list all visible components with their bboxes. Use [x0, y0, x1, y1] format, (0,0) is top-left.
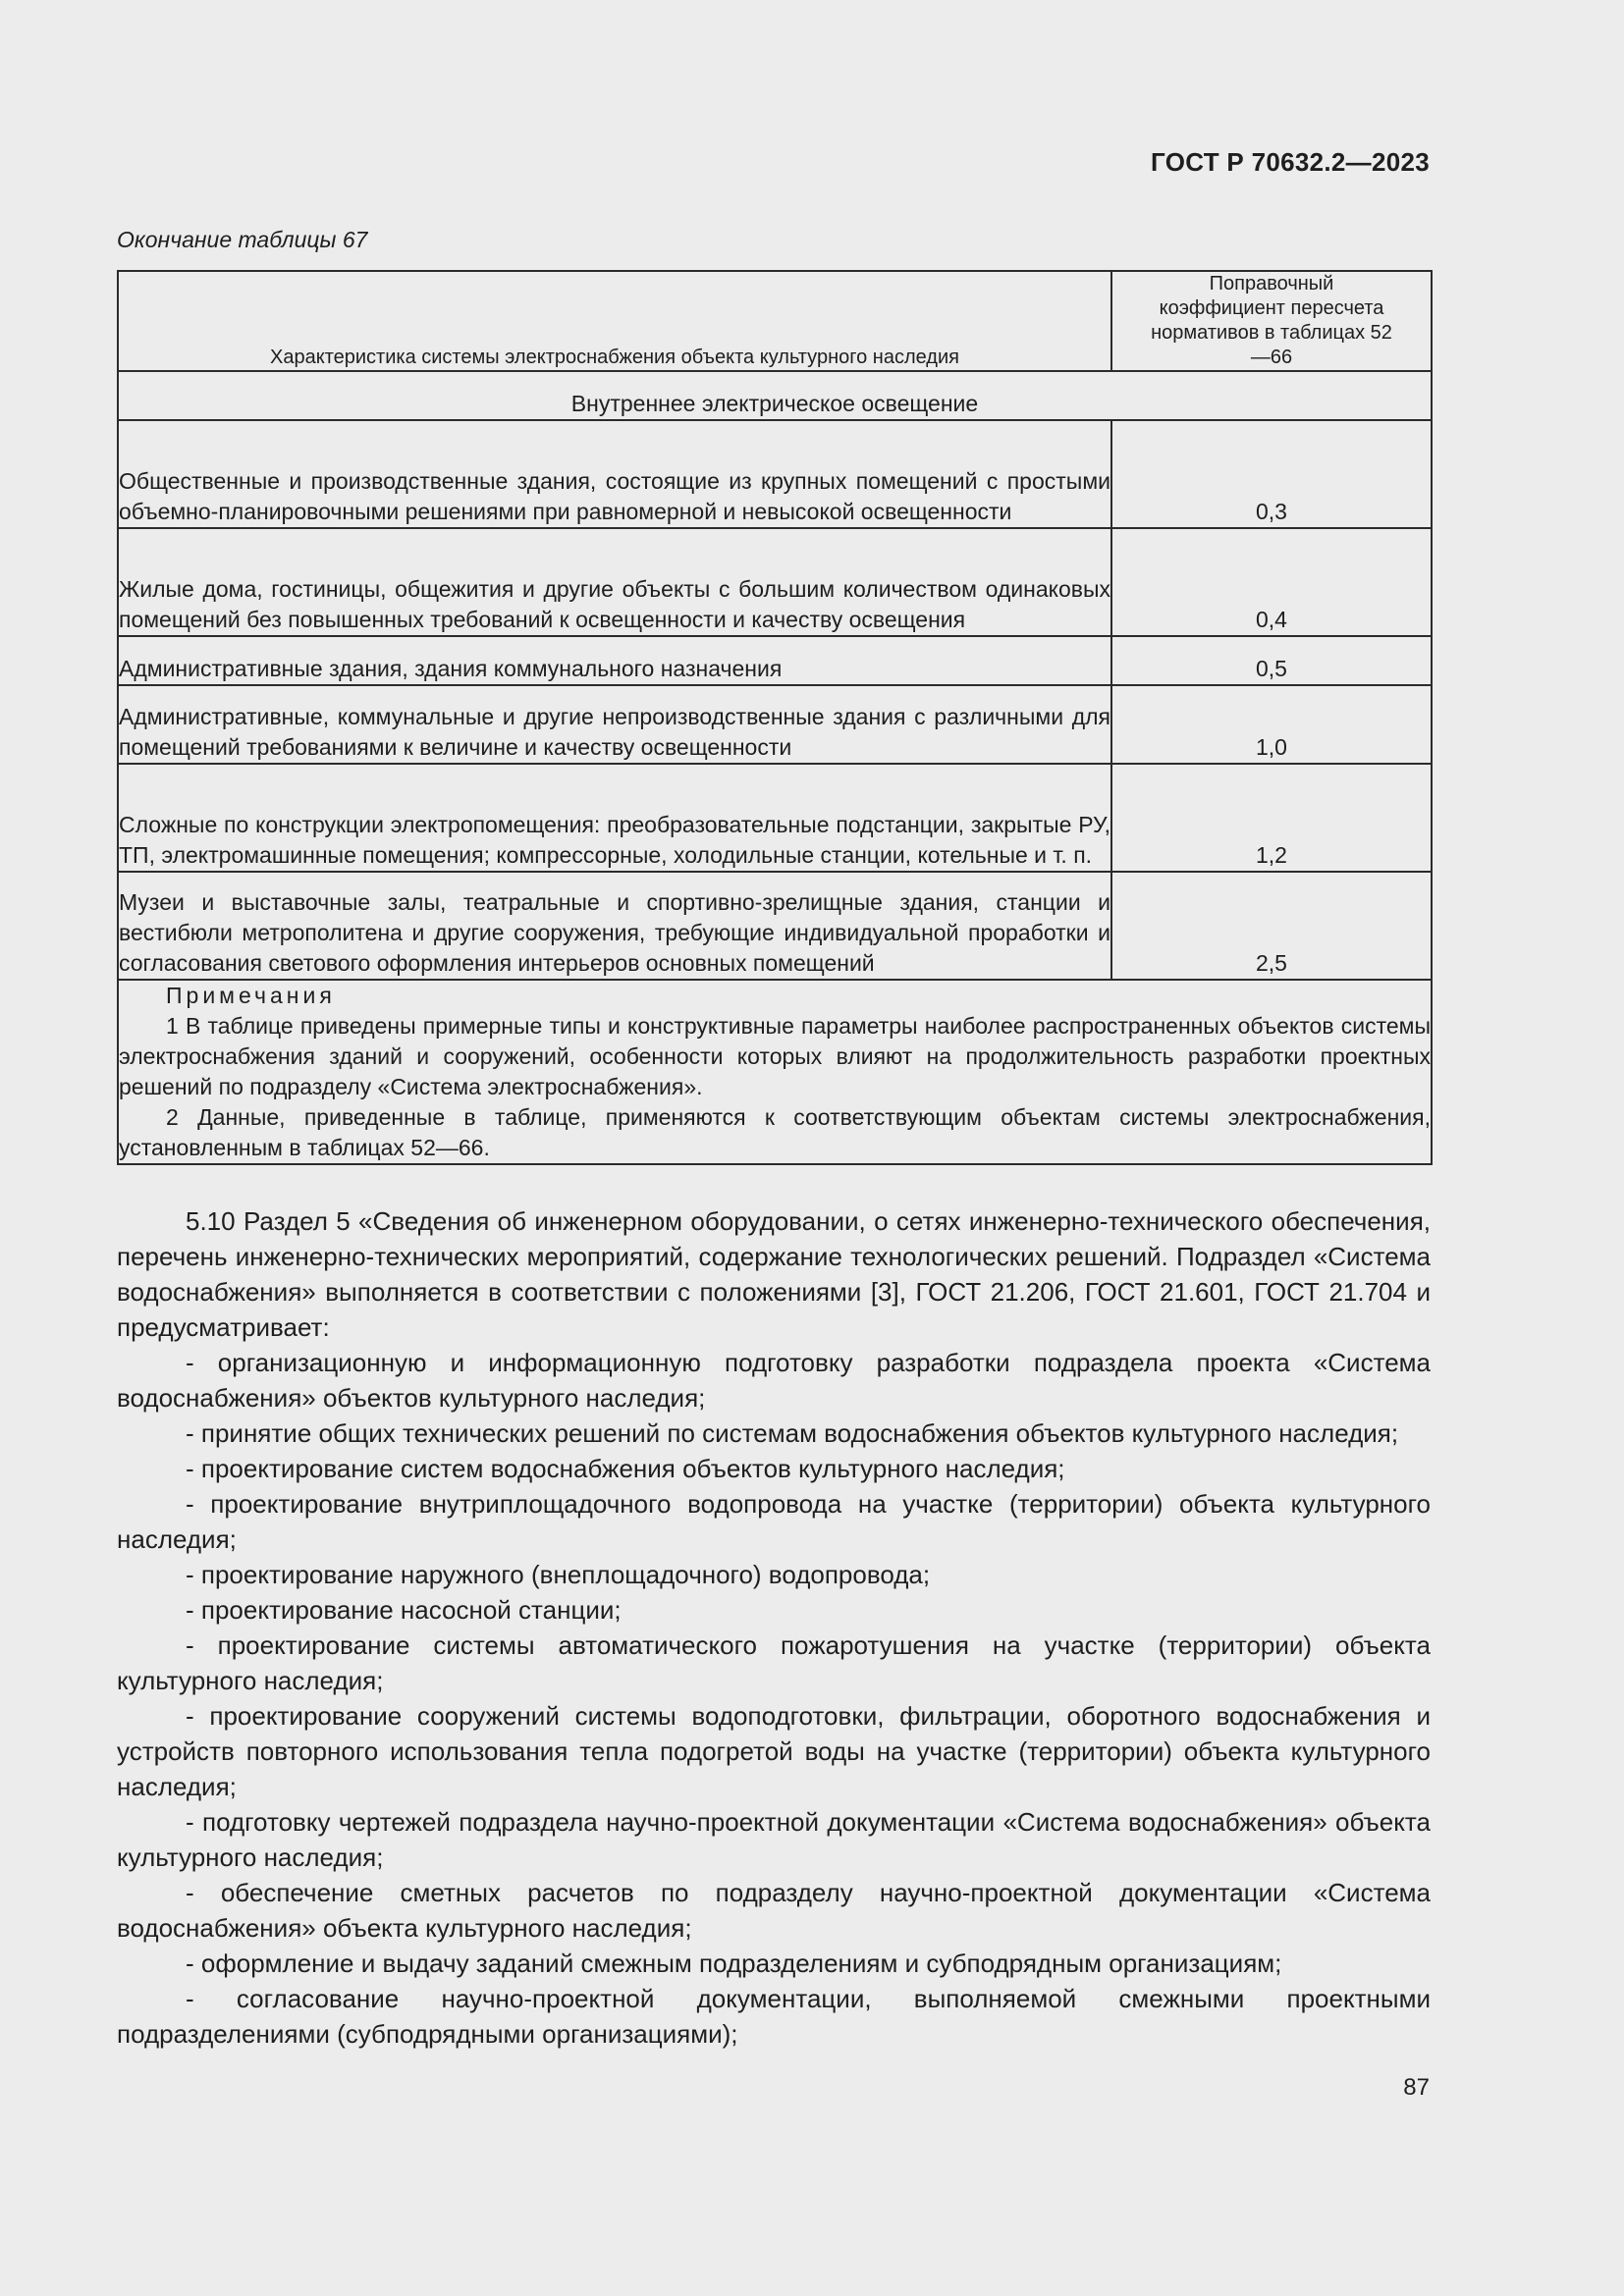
table-notes-row — [118, 980, 1432, 1164]
row-description: Сложные по конструкции электропомещения: преобразовательные подстанции, закрытые РУ, ТП, электромашинные помещения; компрессорные, холодильные станции, котельные и т. п. — [118, 764, 1111, 872]
document-code: ГОСТ Р 70632.2—2023 — [1151, 147, 1430, 177]
list-item: - проектирование систем водоснабжения объектов культурного наследия; — [186, 1454, 1065, 1483]
column-header-characteristic: Характеристика системы электроснабжения объекта культурного наследия — [118, 271, 1111, 371]
list-item: - проектирование сооружений системы водоподготовки, фильтрации, оборотного водоснабжения и устройств повторного использования тепла подогретой воды на участке (территории) объекта культурного наследия; — [117, 1701, 1431, 1801]
row-description: Административные, коммунальные и другие непроизводственные здания с различными для помещений требованиями к величине и качеству освещенности — [118, 685, 1111, 764]
row-coefficient: 2,5 — [1111, 872, 1432, 980]
list-item: - проектирование насосной станции; — [186, 1595, 622, 1625]
row-description: Музеи и выставочные залы, театральные и спортивно-зрелищные здания, станции и вестибюли метрополитена и другие сооружения, требующие индивидуальной проработки и согласования светового оформления интерьеров основных помещений — [118, 872, 1111, 980]
table-caption: Окончание таблицы 67 — [117, 227, 368, 252]
page-number: 87 — [1403, 2074, 1430, 2101]
table-header-row — [118, 271, 1432, 371]
section-title: Внутреннее электрическое освещение — [118, 371, 1432, 420]
notes-title: Примечания — [166, 983, 336, 1008]
table-row — [118, 528, 1432, 636]
list-item: - организационную и информационную подготовку разработки подраздела проекта «Система водоснабжения» объектов культурного наследия; — [117, 1348, 1431, 1413]
table-row — [118, 420, 1432, 528]
section-intro-paragraph: 5.10 Раздел 5 «Сведения об инженерном оборудовании, о сетях инженерно-технического обеспечения, перечень инженерно-технических мероприятий, содержание технологических решений. Подраздел «Система водоснабжения» выполняется в соответствии с положениями [3], ГОСТ 21.206, ГОСТ 21.601, ГОСТ 21.704 и предусматривает: — [117, 1206, 1431, 1342]
row-coefficient: 1,0 — [1111, 685, 1432, 764]
list-item: - проектирование наружного (внеплощадочного) водопровода; — [186, 1560, 931, 1589]
list-item: - согласование научно-проектной документации, выполняемой смежными проектными подразделениями (субподрядными организациями); — [117, 1984, 1431, 2049]
row-description: Административные здания, здания коммунального назначения — [118, 636, 1111, 685]
table-row — [118, 685, 1432, 764]
row-coefficient: 0,3 — [1111, 420, 1432, 528]
table-section-row — [118, 371, 1432, 420]
table-row — [118, 636, 1432, 685]
table-notes — [118, 980, 1432, 1164]
list-item: - проектирование внутриплощадочного водопровода на участке (территории) объекта культурного наследия; — [117, 1489, 1431, 1554]
row-description: Жилые дома, гостиницы, общежития и другие объекты с большим количеством одинаковых помещений без повышенных требований к освещенности и качеству освещения — [118, 528, 1111, 636]
coefficient-table — [117, 270, 1433, 1165]
row-coefficient: 0,4 — [1111, 528, 1432, 636]
list-item: - подготовку чертежей подраздела научно-проектной документации «Система водоснабжения» объекта культурного наследия; — [117, 1807, 1431, 1872]
list-item: - проектирование системы автоматического пожаротушения на участке (территории) объекта культурного наследия; — [117, 1630, 1431, 1695]
note-item: 1 В таблице приведены примерные типы и конструктивные параметры наиболее распространенных объектов системы электроснабжения зданий и сооружений, особенности которых влияют на продолжительность разработки проектных решений по подразделу «Система электроснабжения». — [119, 1013, 1431, 1099]
body-section — [117, 1203, 1431, 2052]
table-row — [118, 764, 1432, 872]
list-item: - оформление и выдачу заданий смежным подразделениям и субподрядным организациям; — [186, 1949, 1282, 1978]
list-item: - обеспечение сметных расчетов по подразделу научно-проектной документации «Система водоснабжения» объекта культурного наследия; — [117, 1878, 1431, 1943]
row-description: Общественные и производственные здания, состоящие из крупных помещений с простыми объемно-планировочными решениями при равномерной и невысокой освещенности — [118, 420, 1111, 528]
table-row — [118, 872, 1432, 980]
column-header-coefficient-text: Поправочный коэффициент пересчета нормативов в таблицах 52—66 — [1151, 273, 1392, 368]
note-item: 2 Данные, приведенные в таблице, применяются к соответствующим объектам системы электроснабжения, установленным в таблицах 52—66. — [119, 1104, 1431, 1160]
list-item: - принятие общих технических решений по системам водоснабжения объектов культурного наследия; — [186, 1418, 1399, 1448]
row-coefficient: 0,5 — [1111, 636, 1432, 685]
row-coefficient: 1,2 — [1111, 764, 1432, 872]
column-header-coefficient — [1111, 271, 1432, 371]
